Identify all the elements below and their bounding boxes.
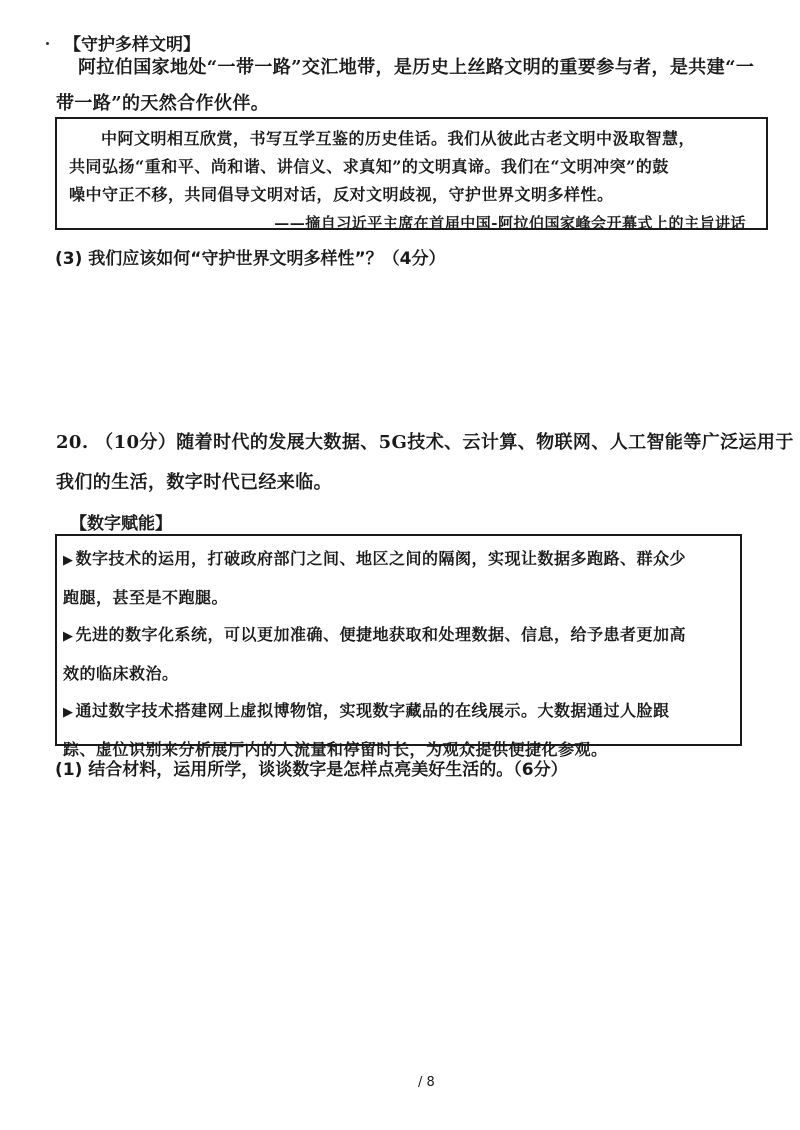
- question-20-1: (1) 结合材料，运用所学，谈谈数字是怎样点亮美好生活的。（6分）: [55, 760, 568, 780]
- quote-line-1: 中阿文明相互欣赏，书写互学互鉴的历史佳话。我们从彼此古老文明中汲取智慧，: [101, 129, 696, 148]
- quote-line-2: 共同弘扬“重和平、尚和谐、讲信义、求真知”的文明真谛。我们在“文明冲突”的鼓: [69, 157, 669, 176]
- section-title-civilization: 【守护多样文明】: [64, 35, 200, 55]
- material-item-3-line2: 踪、虚位识别来分析展厅内的人流量和停留时长，为观众提供便捷化参观。: [63, 740, 608, 759]
- quote-line-3: 噪中守正不移，共同倡导文明对话，反对文明歧视，守护世界文明多样性。: [69, 185, 614, 204]
- material-item-2: [63, 616, 732, 692]
- bullet-triangle-icon: ▶: [63, 705, 74, 720]
- material-item-1-line1: 数字技术的运用，打破政府部门之间、地区之间的隔阂，实现让数据多跑路、群众少: [75, 549, 687, 568]
- section-title-digital: 【数字赋能】: [70, 514, 172, 534]
- section1-intro-line1: 阿拉伯国家地处“一带一路”交汇地带，是历史上丝路文明的重要参与者，是共建“一: [78, 57, 755, 78]
- material-item-1-line2: 跑腿，甚至是不跑腿。: [63, 588, 229, 607]
- question-20-intro-line2: 我们的生活，数字时代已经来临。: [56, 472, 332, 493]
- material-item-2-line2: 效的临床救治。: [63, 664, 179, 683]
- stray-mark: [46, 42, 49, 45]
- page-number: / 8: [418, 1075, 435, 1090]
- question-3: (3) 我们应该如何“守护世界文明多样性”？（4分）: [55, 249, 446, 269]
- material-item-1: [63, 540, 732, 616]
- bullet-triangle-icon: ▶: [63, 629, 74, 644]
- digital-material-box: [55, 534, 742, 759]
- material-item-2-line1: 先进的数字化系统，可以更加准确、便捷地获取和处理数据、信息，给予患者更加高: [75, 625, 687, 644]
- quote-box: [55, 117, 768, 230]
- section1-intro-line2: 带一路”的天然合作伙伴。: [56, 93, 270, 114]
- material-item-3-line1: 通过数字技术搭建网上虚拟博物馆，实现数字藏品的在线展示。大数据通过人脸跟: [75, 701, 670, 720]
- bullet-triangle-icon: ▶: [63, 553, 74, 568]
- question-20-intro-line1: 20. （10分）随着时代的发展大数据、5G技术、云计算、物联网、人工智能等广泛运用于: [56, 432, 794, 453]
- quote-source: ——摘自习近平主席在首届中国-阿拉伯国家峰会开幕式上的主旨讲话: [274, 214, 746, 232]
